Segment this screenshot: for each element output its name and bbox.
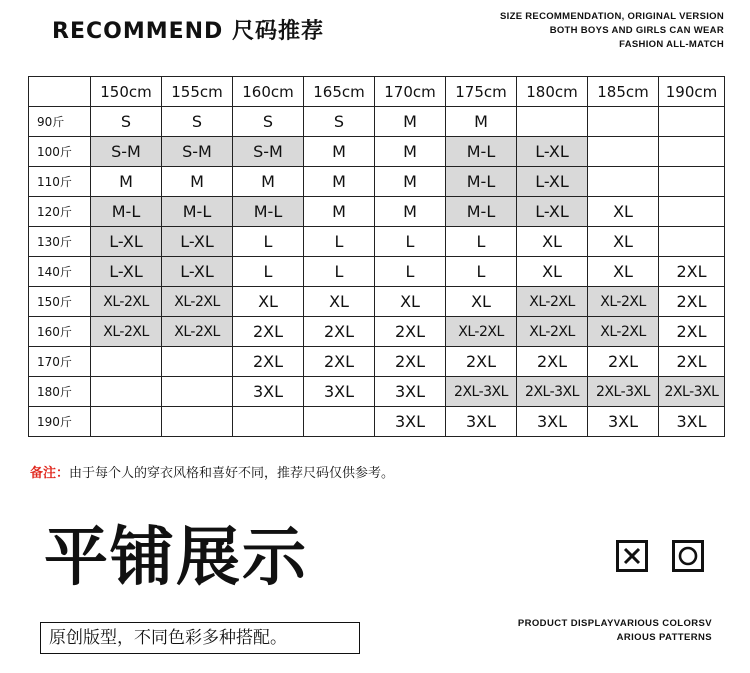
size-cell [659,227,725,257]
caption-line-2: ARIOUS PATTERNS [616,632,712,643]
size-cell [91,407,162,437]
size-cell: XL [233,287,304,317]
caption-line-1: PRODUCT DISPLAYVARIOUS COLORSV [517,618,712,629]
size-cell: XL-2XL [588,287,659,317]
weight-cell: 160斤 [29,317,91,347]
size-cell: XL-2XL [517,287,588,317]
size-cell: M-L [91,197,162,227]
size-cell [91,377,162,407]
size-cell: 2XL [233,317,304,347]
size-cell: L [446,227,517,257]
size-cell: 2XL [446,347,517,377]
weight-cell: 110斤 [29,167,91,197]
table-row [29,137,725,167]
height-header: 155cm [162,77,233,107]
size-cell: XL-2XL [162,317,233,347]
size-cell: M [375,167,446,197]
size-cell: M-L [446,197,517,227]
size-cell: 2XL [588,347,659,377]
size-cell: 2XL [659,287,725,317]
size-cell: S-M [233,137,304,167]
size-cell: L-XL [162,257,233,287]
size-cell: M [304,137,375,167]
size-cell [91,347,162,377]
size-cell: L-XL [517,137,588,167]
height-header: 170cm [375,77,446,107]
size-cell: L [233,227,304,257]
size-cell: 2XL [304,317,375,347]
size-cell: 2XL [304,347,375,377]
weight-cell: 180斤 [29,377,91,407]
weight-cell: 100斤 [29,137,91,167]
cross-box-icon [616,540,648,572]
note-text: 由于每个人的穿衣风格和喜好不同，推荐尺码仅供参考。 [69,466,395,481]
height-header: 180cm [517,77,588,107]
circle-box-icon [672,540,704,572]
corner-cell [29,77,91,107]
size-cell: M-L [446,167,517,197]
size-cell: 2XL-3XL [517,377,588,407]
size-cell: L [304,227,375,257]
size-cell: 2XL [375,317,446,347]
size-cell: XL [304,287,375,317]
tagline-line-2: BOTH BOYS AND GIRLS CAN WEAR [549,25,724,36]
table-header-row [29,77,725,107]
size-cell: XL [588,257,659,287]
size-cell: XL [517,257,588,287]
size-cell [517,107,588,137]
size-cell: XL-2XL [446,317,517,347]
table-row [29,227,725,257]
size-cell [659,137,725,167]
size-cell: L-XL [162,227,233,257]
size-cell: XL-2XL [588,317,659,347]
size-cell: XL [588,197,659,227]
size-cell: M-L [162,197,233,227]
size-cell: XL [375,287,446,317]
size-cell: M [304,197,375,227]
weight-cell: 90斤 [29,107,91,137]
height-header: 190cm [659,77,725,107]
size-cell: M-L [233,197,304,227]
size-cell: 3XL [375,407,446,437]
size-cell [162,377,233,407]
size-cell: 3XL [446,407,517,437]
size-cell: L-XL [91,227,162,257]
weight-cell: 130斤 [29,227,91,257]
table-row [29,107,725,137]
display-heading: 平铺展示 [44,521,308,595]
size-cell: 3XL [659,407,725,437]
tagline [424,10,724,52]
table-row [29,197,725,227]
size-cell: 2XL [659,317,725,347]
size-cell: S-M [162,137,233,167]
size-cell [588,137,659,167]
weight-cell: 140斤 [29,257,91,287]
display-subtitle: 原创版型，不同色彩多种搭配。 [40,622,360,654]
size-cell: L-XL [517,197,588,227]
size-cell: M [233,167,304,197]
size-cell: XL-2XL [91,317,162,347]
note [30,462,394,481]
size-cell: L [375,227,446,257]
size-cell [162,347,233,377]
size-cell: S [91,107,162,137]
size-cell: 2XL-3XL [446,377,517,407]
size-cell [659,197,725,227]
weight-cell: 150斤 [29,287,91,317]
size-cell: S [162,107,233,137]
size-cell: 2XL [375,347,446,377]
size-cell: M [91,167,162,197]
weight-cell: 170斤 [29,347,91,377]
size-cell: 3XL [375,377,446,407]
size-cell: XL-2XL [162,287,233,317]
size-cell [162,407,233,437]
size-cell: 2XL [233,347,304,377]
size-cell: 3XL [233,377,304,407]
size-cell: M [446,107,517,137]
height-header: 150cm [91,77,162,107]
weight-cell: 190斤 [29,407,91,437]
display-caption [472,617,712,645]
note-label: 备注： [30,466,70,481]
size-cell [588,107,659,137]
table-row [29,317,725,347]
size-cell: 3XL [588,407,659,437]
size-cell [659,167,725,197]
size-cell: XL [588,227,659,257]
height-header: 165cm [304,77,375,107]
table-row [29,377,725,407]
size-cell [304,407,375,437]
size-cell: M [375,137,446,167]
page-title: RECOMMEND 尺码推荐 [52,19,324,44]
size-cell [233,407,304,437]
size-cell: XL [446,287,517,317]
size-cell: L [304,257,375,287]
size-cell: 2XL-3XL [659,377,725,407]
size-cell: 2XL [659,257,725,287]
size-cell: XL-2XL [91,287,162,317]
size-recommendation-table [28,76,725,437]
size-cell: L-XL [517,167,588,197]
table-row [29,257,725,287]
size-cell: 2XL-3XL [588,377,659,407]
size-cell: L [375,257,446,287]
size-cell: XL [517,227,588,257]
table-row [29,407,725,437]
size-cell: S [233,107,304,137]
size-cell [588,167,659,197]
size-cell: M [162,167,233,197]
size-cell: S [304,107,375,137]
height-header: 175cm [446,77,517,107]
size-cell: 3XL [517,407,588,437]
size-cell: M-L [446,137,517,167]
table-row [29,347,725,377]
size-cell: 2XL [517,347,588,377]
size-cell: 2XL [659,347,725,377]
size-cell: M [375,107,446,137]
tagline-line-3: FASHION ALL-MATCH [619,39,724,50]
size-cell: XL-2XL [517,317,588,347]
size-cell: M [304,167,375,197]
size-cell [659,107,725,137]
weight-cell: 120斤 [29,197,91,227]
tagline-line-1: SIZE RECOMMENDATION, ORIGINAL VERSION [500,11,724,22]
table-row [29,287,725,317]
size-cell: M [375,197,446,227]
table-row [29,167,725,197]
size-cell: 3XL [304,377,375,407]
size-cell: L [446,257,517,287]
size-cell: L-XL [91,257,162,287]
height-header: 160cm [233,77,304,107]
size-cell: L [233,257,304,287]
size-cell: S-M [91,137,162,167]
height-header: 185cm [588,77,659,107]
